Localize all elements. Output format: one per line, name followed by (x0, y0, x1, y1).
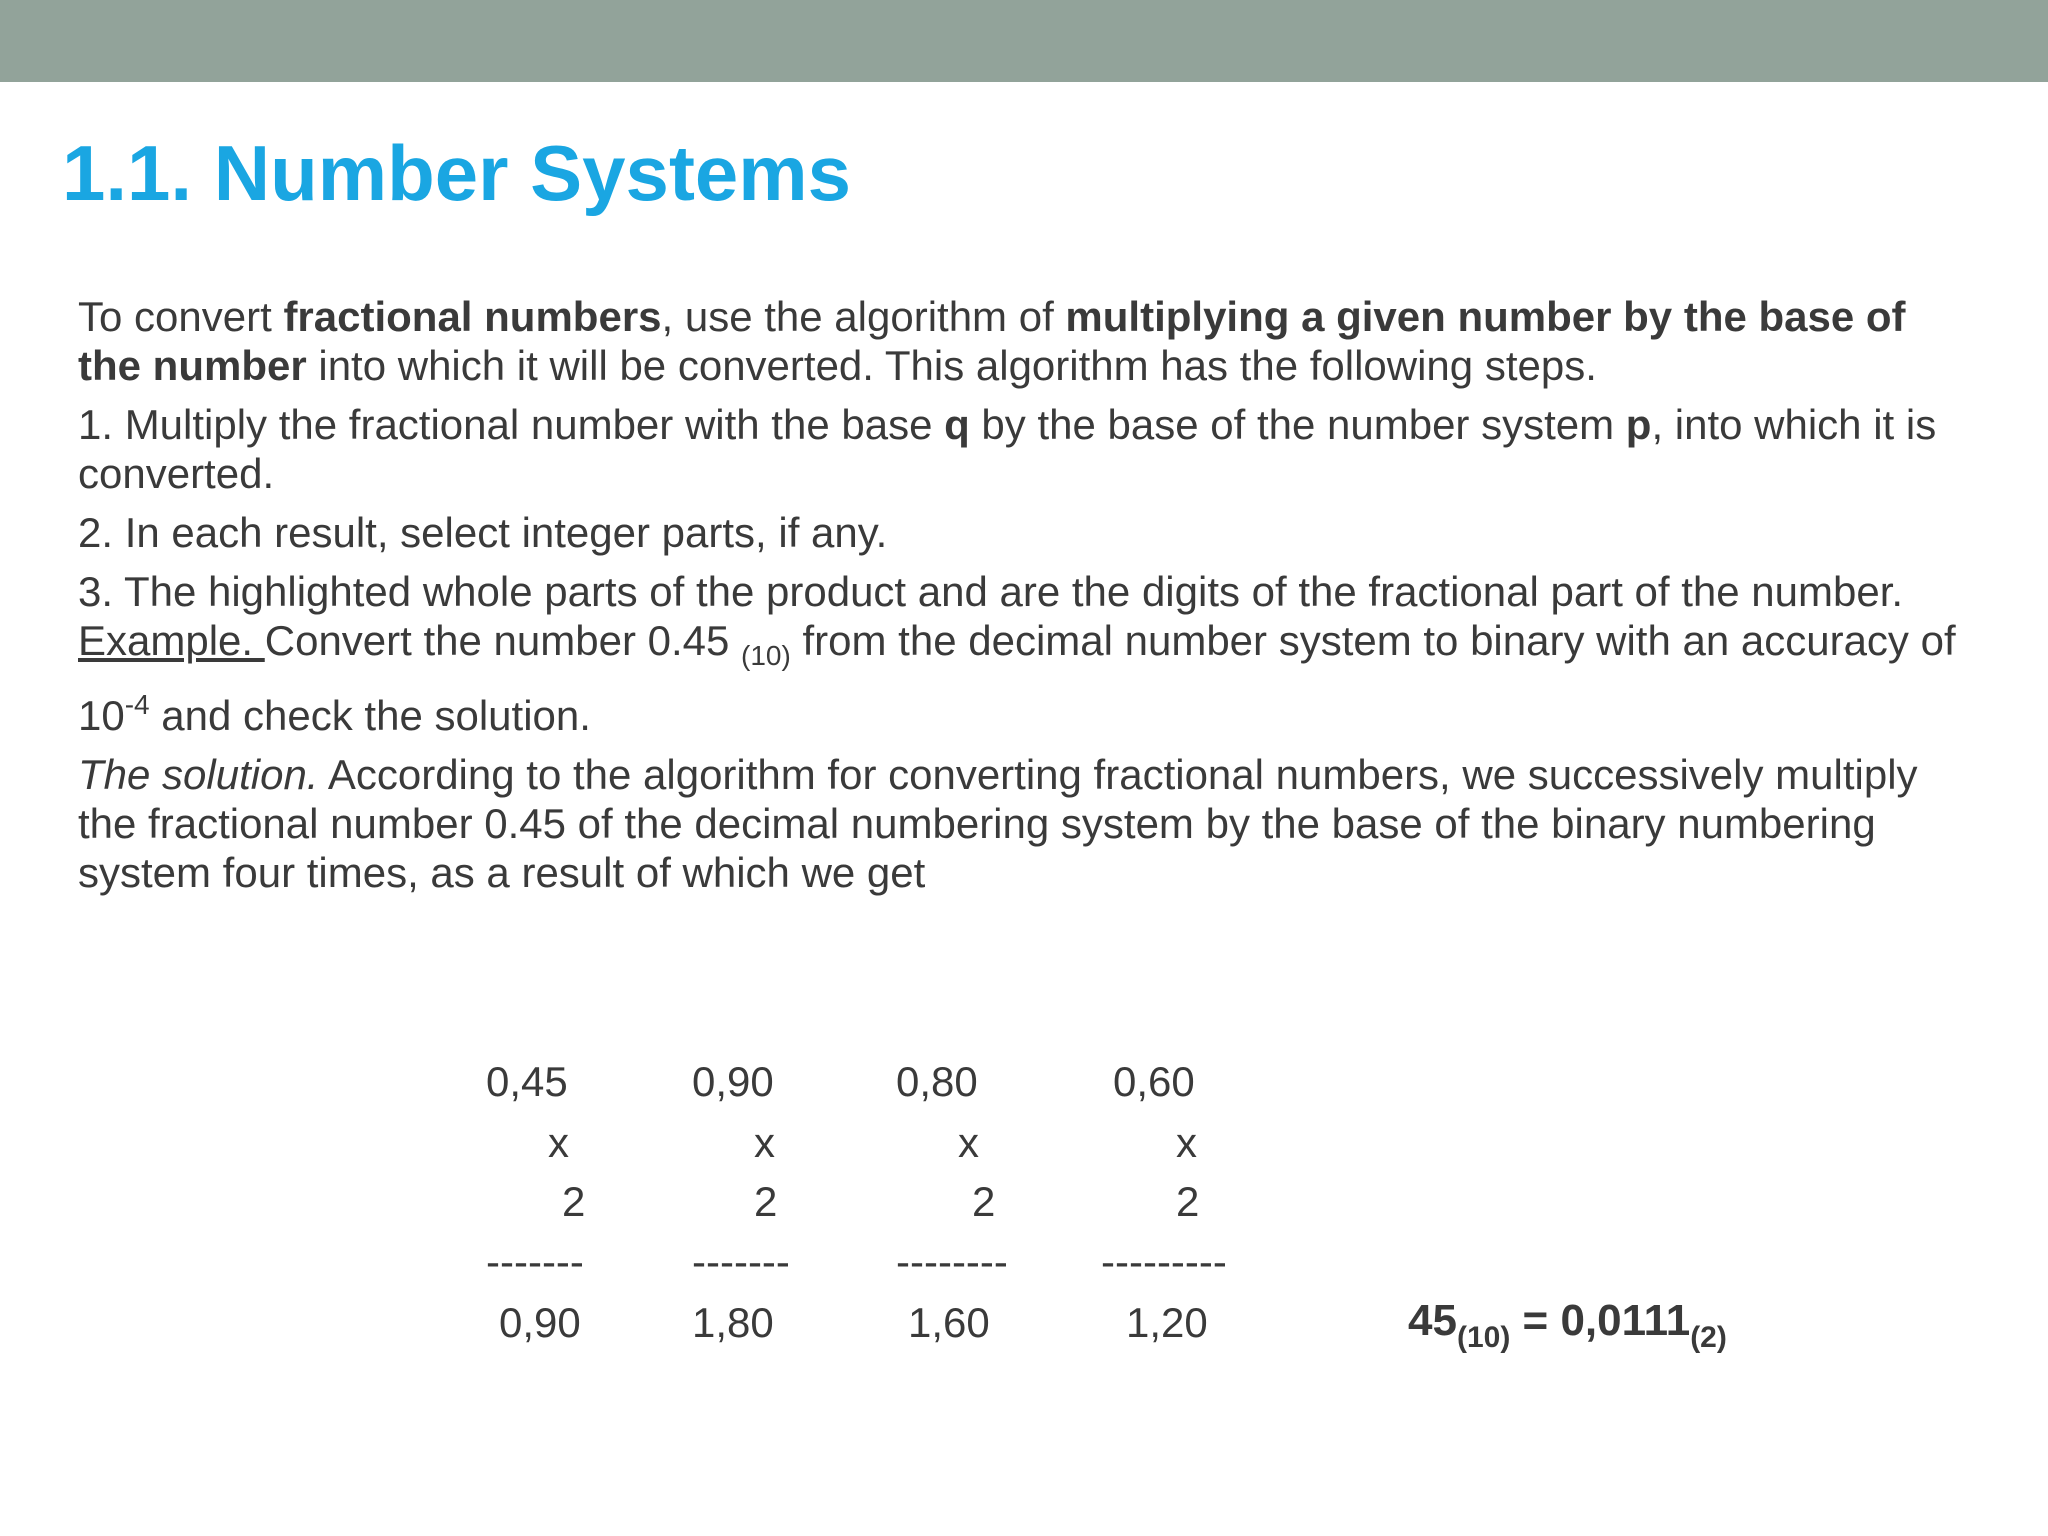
step-1-q: q (944, 401, 970, 448)
step-1-text-c: , into which it is converted. (78, 401, 1937, 497)
calc-col-3-multiplier: 2 (972, 1178, 996, 1225)
intro-bold-2: multiplying a given number by the base of the number (78, 293, 1906, 389)
slide-body (78, 292, 1978, 897)
step-1 (78, 400, 1978, 498)
calc-col-2-dashes: ------- (692, 1238, 790, 1285)
step-1-text-b: by the base of the number system (969, 401, 1626, 448)
calc-col-4-dashes: --------- (1101, 1238, 1227, 1285)
calc-col-2-product: 1,80 (692, 1299, 774, 1346)
step-2: 2. In each result, select integer parts, if any. (78, 509, 888, 556)
calc-col-2-op: x (754, 1119, 775, 1166)
calc-col-4-op: x (1176, 1119, 1197, 1166)
solution-paragraph (78, 750, 1978, 897)
calc-col-2-multiplier: 2 (754, 1178, 778, 1225)
calc-col-4-multiplier: 2 (1176, 1178, 1200, 1225)
calc-col-2-value: 0,90 (692, 1058, 774, 1105)
calc-col-3-op: x (958, 1119, 979, 1166)
conversion-result (1408, 1296, 1727, 1355)
calc-col-4-product: 1,20 (1126, 1299, 1208, 1346)
intro-paragraph (78, 292, 1978, 390)
solution-text: According to the algorithm for converting fractional numbers, we successively multiply the fractional number 0.45 of the decimal numbering system by the base of the binary numbering system four times, as a result of which we get (78, 751, 1918, 896)
example-base-subscript: (10) (741, 640, 791, 671)
calc-col-3-dashes: -------- (896, 1238, 1008, 1285)
step-1-text-a: 1. Multiply the fractional number with the base (78, 401, 945, 448)
example-text-3: and check the solution. (149, 692, 591, 739)
example-paragraph (78, 616, 1978, 740)
calc-col-1-op: x (548, 1119, 569, 1166)
intro-bold-1: fractional numbers (283, 293, 662, 340)
calc-col-1-value: 0,45 (486, 1058, 568, 1105)
example-text-1: Convert the number 0.45 (264, 617, 742, 664)
slide-header-bar (0, 0, 2048, 82)
calc-col-1-multiplier: 2 (562, 1178, 586, 1225)
step-3: 3. The highlighted whole parts of the product and are the digits of the fractional part of the number. (78, 568, 1904, 615)
calc-col-1-dashes: ------- (486, 1238, 584, 1285)
calc-col-4-value: 0,60 (1113, 1058, 1195, 1105)
calc-col-3-value: 0,80 (896, 1058, 978, 1105)
result-lhs-base: (10) (1456, 1321, 1511, 1354)
solution-label: The solution. (78, 751, 319, 798)
intro-text-2: , use the algorithm of (661, 293, 1066, 340)
result-eq: = 0,0111 (1510, 1296, 1691, 1345)
slide-title: 1.1. Number Systems (62, 129, 852, 217)
intro-text-1: To convert (78, 293, 284, 340)
calc-col-1-product: 0,90 (499, 1299, 581, 1346)
example-text-2: from the decimal number system to binary with an accuracy of 10 (78, 617, 1956, 739)
result-lhs: 45 (1408, 1296, 1457, 1345)
step-1-p: p (1625, 401, 1652, 448)
intro-text-3: into which it will be converted. This algorithm has the following steps. (306, 342, 1597, 389)
calc-col-3-product: 1,60 (908, 1299, 990, 1346)
example-exponent: -4 (124, 689, 150, 720)
result-rhs-base: (2) (1690, 1321, 1727, 1354)
example-label: Example. (78, 617, 265, 664)
